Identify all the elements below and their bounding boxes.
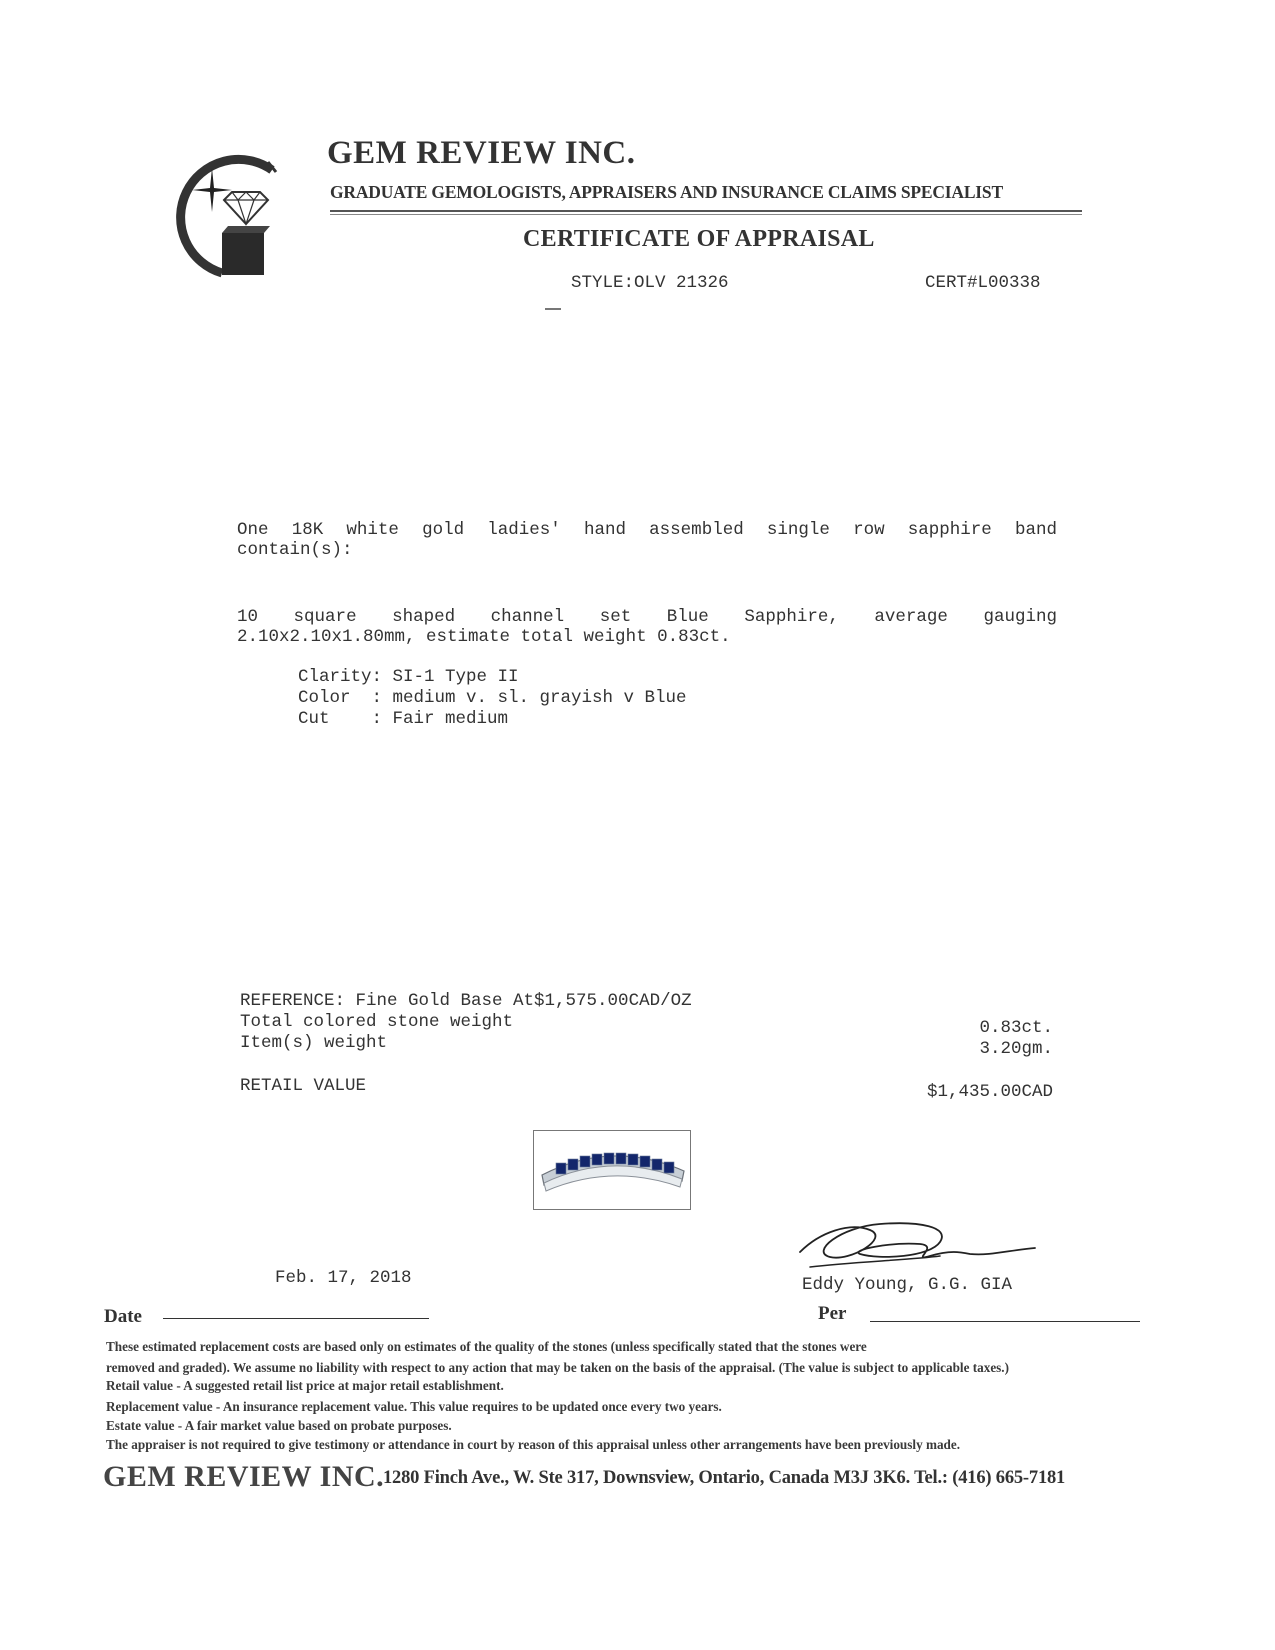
date-signature-line xyxy=(163,1318,429,1319)
item-description xyxy=(237,520,1057,560)
spec-color: Color : medium v. sl. grayish v Blue xyxy=(298,688,687,708)
stone-specs xyxy=(298,667,687,730)
reference-line: REFERENCE: Fine Gold Base At$1,575.00CAD/OZ xyxy=(240,991,692,1011)
appraiser-name: Eddy Young, G.G. GIA xyxy=(802,1275,1013,1295)
certificate-title: CERTIFICATE OF APPRAISAL xyxy=(523,226,875,252)
description-line-2: contain(s): xyxy=(237,540,353,560)
footer-address: 1280 Finch Ave., W. Ste 317, Downsview, Ontario, Canada M3J 3K6. Tel.: (416) 665-7181 xyxy=(383,1468,1066,1488)
retail-value-label: RETAIL VALUE xyxy=(240,1076,367,1096)
company-tagline: GRADUATE GEMOLOGISTS, APPRAISERS AND INSURANCE CLAIMS SPECIALIST xyxy=(330,182,1003,202)
disclaimer-line: Retail value - A suggested retail list price at major retail establishment. xyxy=(106,1378,504,1393)
footer-company-name: GEM REVIEW INC. xyxy=(103,1460,385,1493)
description-line-1: One 18K white gold ladies' hand assembled single row sapphire band xyxy=(237,520,1057,540)
certificate-number: CERT#L00338 xyxy=(925,273,1041,293)
appraisal-date: Feb. 17, 2018 xyxy=(275,1268,412,1288)
company-name: GEM REVIEW INC. xyxy=(327,135,636,171)
stone-description xyxy=(237,607,1057,647)
item-weight-label: Item(s) weight xyxy=(240,1033,388,1053)
disclaimer-line: These estimated replacement costs are based only on estimates of the quality of the stones (unless specifically stated that the stones were xyxy=(106,1339,867,1354)
ring-photo xyxy=(533,1130,691,1210)
disclaimer-line: Replacement value - An insurance replacement value. This value requires to be updated once every two years. xyxy=(106,1399,722,1414)
disclaimer-line: removed and graded). We assume no liability with respect to any action that may be taken on the basis of the appraisal. (The value is subject to applicable taxes.) xyxy=(106,1360,1009,1375)
disclaimer-line: Estate value - A fair market value based on probate purposes. xyxy=(106,1418,452,1433)
style-number: STYLE:OLV 21326 xyxy=(571,273,729,293)
per-label: Per xyxy=(818,1303,847,1324)
stones-line-2: 2.10x2.10x1.80mm, estimate total weight 0.83ct. xyxy=(237,627,731,647)
spec-clarity: Clarity: SI-1 Type II xyxy=(298,667,519,687)
total-stone-weight-value: 0.83ct. xyxy=(979,1018,1053,1038)
retail-value-amount: $1,435.00CAD xyxy=(926,1082,1053,1102)
appraiser-signature xyxy=(790,1212,1040,1282)
header-divider xyxy=(330,210,1082,212)
date-label: Date xyxy=(104,1306,142,1327)
per-signature-line xyxy=(870,1321,1140,1322)
item-weight-value: 3.20gm. xyxy=(979,1039,1053,1059)
disclaimer-line: The appraiser is not required to give testimony or attendance in court by reason of this appraisal unless other arrangements have been previously made. xyxy=(106,1437,961,1452)
stray-mark xyxy=(545,308,561,310)
header-divider-thin xyxy=(330,214,1082,215)
spec-cut: Cut : Fair medium xyxy=(298,709,509,729)
total-stone-weight-label: Total colored stone weight xyxy=(240,1012,514,1032)
stones-line-1: 10 square shaped channel set Blue Sapphire, average gauging xyxy=(237,607,1057,627)
gem-review-logo-icon xyxy=(160,138,280,278)
